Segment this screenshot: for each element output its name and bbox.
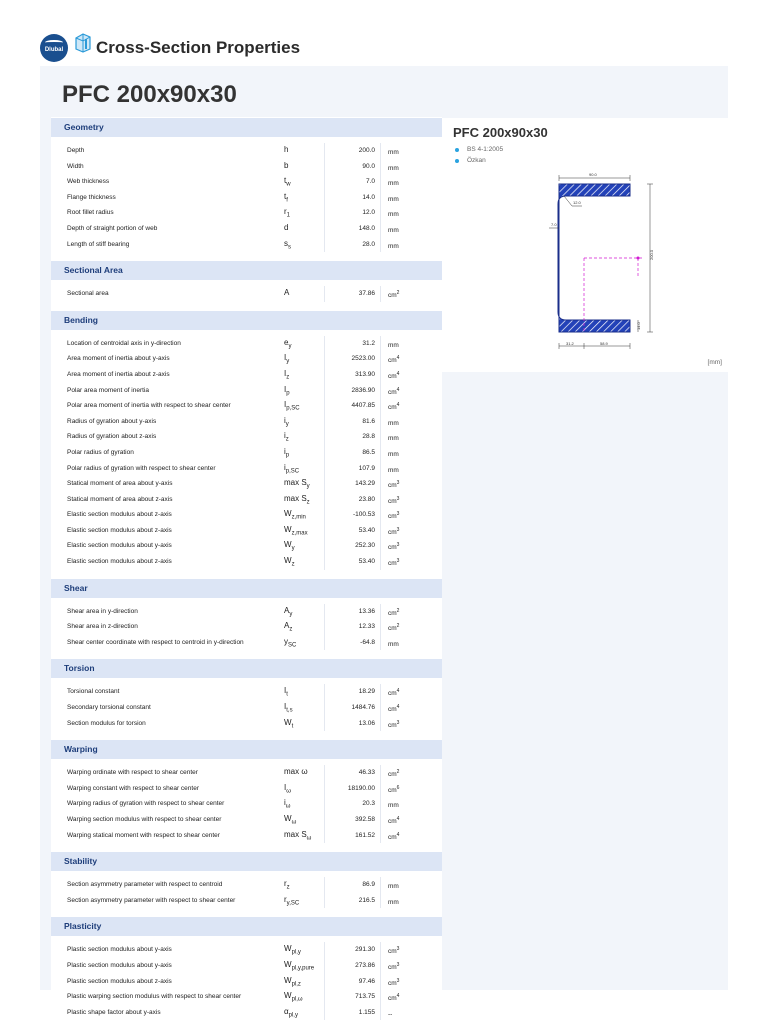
property-symbol: $I_z$ <box>284 368 290 381</box>
section-bending <box>51 310 442 578</box>
property-value: 28.0 <box>362 240 375 248</box>
property-description: Shear center coordinate with respect to centroid in y-direction <box>67 638 244 646</box>
table-row <box>51 781 442 797</box>
property-symbol: $I_t$ <box>284 686 288 699</box>
dlubal-logo: Dlubal <box>40 34 68 62</box>
property-value: 200.0 <box>358 147 375 154</box>
property-unit: $cm^2$ <box>388 769 400 779</box>
property-symbol: $r_1$ <box>284 207 291 219</box>
table-row <box>51 538 442 554</box>
property-description: Depth <box>67 147 85 154</box>
table-row <box>51 336 442 352</box>
property-unit: $cm^4$ <box>388 704 400 714</box>
property-description: Width <box>67 162 84 170</box>
property-value: 37.86 <box>358 290 375 298</box>
property-unit: $cm^4$ <box>388 402 400 412</box>
property-unit: mm <box>388 195 399 203</box>
table-row <box>51 765 442 781</box>
property-value: 12.0 <box>362 209 375 217</box>
property-value: 713.75 <box>355 993 375 1001</box>
property-description: Polar radius of gyration with respect to shear center <box>67 464 216 472</box>
property-value: 46.33 <box>358 769 375 777</box>
property-unit: $cm^3$ <box>388 977 400 987</box>
property-value: 18190.00 <box>347 784 375 792</box>
property-description: Warping section modulus with respect to shear center <box>67 816 222 823</box>
table-row <box>51 190 442 206</box>
property-symbol: $\max S_\omega$ <box>284 829 312 842</box>
property-value: 81.6 <box>362 417 375 425</box>
property-symbol: $i_{p,SC}$ <box>284 462 300 475</box>
table-row <box>51 351 442 367</box>
table-row <box>51 877 442 893</box>
property-symbol: $y_{SC}$ <box>284 636 297 649</box>
section-header: Geometry <box>51 118 442 137</box>
property-description: Statical moment of area about y-axis <box>67 480 173 488</box>
property-symbol: $W_z$ <box>284 556 295 568</box>
section-plasticity <box>51 916 442 1024</box>
table-row <box>51 367 442 383</box>
property-value: -64.8 <box>360 638 375 646</box>
property-value: 23.80 <box>358 495 375 503</box>
section-header: Bending <box>51 311 442 330</box>
property-unit: $cm^4$ <box>388 386 400 396</box>
property-description: Web thickness <box>67 178 110 186</box>
property-symbol: $i_y$ <box>284 415 289 428</box>
property-value: 273.86 <box>355 961 375 969</box>
property-symbol: $\max S_z$ <box>284 493 310 506</box>
property-symbol: $W_{pl,\omega}$ <box>284 991 303 1003</box>
property-value: 12.33 <box>358 623 375 631</box>
property-symbol: A <box>284 288 290 298</box>
property-unit: mm <box>388 883 399 891</box>
table-row <box>51 174 442 190</box>
property-unit: mm <box>388 802 399 810</box>
property-unit: mm <box>388 149 399 157</box>
property-description: Warping constant with respect to shear center <box>67 784 199 792</box>
property-unit: -- <box>388 1010 393 1018</box>
property-description: Polar area moment of inertia with respect to shear center <box>67 402 231 410</box>
section-header: Warping <box>51 740 442 759</box>
property-description: Elastic section modulus about z-axis <box>67 526 172 534</box>
table-row <box>51 205 442 221</box>
property-value: 143.29 <box>355 480 375 488</box>
table-row <box>51 476 442 492</box>
table-row <box>51 383 442 399</box>
property-description: Radius of gyration about y-axis <box>67 417 157 425</box>
table-row <box>51 974 442 990</box>
property-description: Warping ordinate with respect to shear center <box>67 769 198 777</box>
property-description: Depth of straight portion of web <box>67 224 158 232</box>
property-symbol: $e_y$ <box>284 337 292 350</box>
property-value: 313.90 <box>355 370 375 378</box>
property-description: Plastic shape factor about y-axis <box>67 1008 161 1016</box>
property-description: Polar area moment of inertia <box>67 386 150 394</box>
property-description: Plastic section modulus about y-axis <box>67 961 172 969</box>
property-unit: $cm^3$ <box>388 558 400 568</box>
property-value: 18.29 <box>358 688 375 696</box>
section-shear <box>51 578 442 659</box>
property-description: Location of centroidal axis in y-direction <box>67 339 181 347</box>
table-row <box>51 893 442 909</box>
table-row <box>51 989 442 1005</box>
section-header: Torsion <box>51 659 442 678</box>
property-value: 392.58 <box>355 816 375 823</box>
property-value: 31.2 <box>362 339 375 347</box>
property-unit: mm <box>388 898 399 906</box>
units-note: [mm] <box>707 359 722 366</box>
property-value: 53.40 <box>358 558 375 566</box>
dim-ey: 31.2 <box>566 341 574 346</box>
property-value: 1484.76 <box>351 704 375 712</box>
property-description: Torsional constant <box>67 688 120 696</box>
property-symbol: $W_y$ <box>284 540 295 553</box>
property-unit: $cm^3$ <box>388 526 400 537</box>
section-torsion <box>51 658 442 739</box>
property-unit: $cm^2$ <box>388 623 400 633</box>
property-value: -100.53 <box>352 511 375 519</box>
property-description: Elastic section modulus about y-axis <box>67 542 172 550</box>
section-header: Stability <box>51 852 442 871</box>
table-row <box>51 429 442 445</box>
property-value: 216.5 <box>358 896 375 904</box>
table-row <box>51 958 442 974</box>
property-unit: $cm^2$ <box>388 607 400 617</box>
property-description: Shear area in z-direction <box>67 623 138 631</box>
property-value: 14.0 <box>362 193 375 201</box>
dim-height: 200.0 <box>649 249 654 260</box>
properties-table <box>51 117 442 1024</box>
property-symbol: $i_\omega$ <box>284 798 291 810</box>
property-description: Warping statical moment with respect to shear center <box>67 831 220 839</box>
table-row <box>51 523 442 539</box>
property-symbol: $\alpha_{pl,y}$ <box>284 1006 298 1019</box>
property-symbol: $s_s$ <box>284 238 291 251</box>
property-unit: $cm^6$ <box>388 784 400 794</box>
table-row <box>51 812 442 828</box>
property-unit: $cm^3$ <box>388 719 400 729</box>
property-description: Shear area in y-direction <box>67 607 138 615</box>
property-unit: $cm^4$ <box>388 816 400 826</box>
property-description: Sectional area <box>67 290 109 298</box>
property-value: 13.06 <box>358 719 375 727</box>
property-unit: $cm^4$ <box>388 370 400 381</box>
property-symbol: $t_f$ <box>284 191 288 204</box>
dim-radius: 12.0 <box>573 200 581 205</box>
property-value: 161.52 <box>355 831 375 839</box>
property-unit: mm <box>388 466 399 474</box>
property-value: 252.30 <box>355 542 375 550</box>
property-value: 2836.90 <box>351 386 375 394</box>
property-symbol: $I_y$ <box>284 353 290 365</box>
dim-width: 90.0 <box>589 172 597 177</box>
table-row <box>51 796 442 812</box>
property-description: Flange thickness <box>67 193 116 201</box>
property-unit: $cm^2$ <box>388 290 400 300</box>
table-row <box>51 716 442 732</box>
section-stability <box>51 851 442 916</box>
property-unit: mm <box>388 435 399 443</box>
cross-section-app-icon <box>74 33 92 53</box>
property-unit: $cm^3$ <box>388 480 400 490</box>
section-sectional-area <box>51 260 442 310</box>
section-header: Shear <box>51 579 442 598</box>
property-symbol: $t_w$ <box>284 176 291 188</box>
table-row <box>51 492 442 508</box>
table-row <box>51 237 442 253</box>
property-symbol: $A_y$ <box>284 605 293 618</box>
property-description: Area moment of inertia about y-axis <box>67 355 170 363</box>
property-unit: $cm^3$ <box>388 542 400 552</box>
dim-flange: 14.0 <box>636 322 641 330</box>
section-geometry <box>51 117 442 260</box>
table-row <box>51 554 442 570</box>
property-symbol: $r_{y,SC}$ <box>284 894 300 907</box>
table-row <box>51 445 442 461</box>
app-title: Cross-Section Properties <box>96 38 301 57</box>
property-value: 86.9 <box>362 881 375 889</box>
property-description: Plastic warping section modulus with respect to shear center <box>67 993 242 1001</box>
section-preview-panel <box>442 118 728 372</box>
property-value: 13.36 <box>358 607 375 615</box>
property-symbol: $I_\omega$ <box>284 782 291 795</box>
property-unit: mm <box>388 641 399 648</box>
property-description: Section asymmetry parameter with respect to shear center <box>67 896 236 904</box>
property-symbol: $i_z$ <box>284 431 289 443</box>
property-value: 86.5 <box>362 448 375 456</box>
property-unit: $cm^3$ <box>388 511 400 521</box>
table-row <box>51 942 442 958</box>
property-value: 20.3 <box>362 800 375 808</box>
property-symbol: $W_{pl,y,pure}$ <box>284 959 315 972</box>
table-row <box>51 286 442 302</box>
property-symbol: d <box>284 222 289 232</box>
property-description: Secondary torsional constant <box>67 704 151 712</box>
property-symbol: h <box>284 145 289 154</box>
dim-web: 7.0 <box>551 222 557 227</box>
app-header <box>40 32 740 62</box>
property-unit: $cm^4$ <box>388 355 400 365</box>
dim-ysc: 58.9 <box>600 341 608 346</box>
table-row <box>51 414 442 430</box>
table-row <box>51 619 442 635</box>
property-description: Warping radius of gyration with respect to shear center <box>67 800 225 808</box>
property-description: Plastic section modulus about y-axis <box>67 946 172 954</box>
property-description: Polar radius of gyration <box>67 448 134 456</box>
property-symbol: $W_{z,max}$ <box>284 524 308 537</box>
table-row <box>51 507 442 523</box>
table-row <box>51 635 442 651</box>
property-description: Plastic section modulus about z-axis <box>67 977 172 985</box>
property-description: Elastic section modulus about z-axis <box>67 511 172 519</box>
property-description: Length of stiff bearing <box>67 240 130 248</box>
property-unit: mm <box>388 180 399 188</box>
property-unit: mm <box>388 227 399 235</box>
property-value: 4407.85 <box>351 402 375 410</box>
property-value: 1.155 <box>358 1008 375 1016</box>
property-value: 291.30 <box>355 946 375 954</box>
property-unit: mm <box>388 164 399 172</box>
table-row <box>51 1005 442 1021</box>
section-header: Sectional Area <box>51 261 442 280</box>
property-symbol: $W_{pl,z}$ <box>284 975 301 988</box>
table-row <box>51 221 442 237</box>
property-unit: mm <box>388 419 399 427</box>
panel-info-source: Özkan <box>454 157 503 168</box>
page-title: PFC 200x90x30 <box>62 81 237 108</box>
property-description: Root fillet radius <box>67 209 114 217</box>
panel-title: PFC 200x90x30 <box>453 125 548 140</box>
property-symbol: $\max S_y$ <box>284 478 310 490</box>
table-row <box>51 828 442 844</box>
property-unit: $cm^3$ <box>388 961 400 972</box>
table-row <box>51 684 442 700</box>
property-description: Radius of gyration about z-axis <box>67 433 157 441</box>
property-unit: mm <box>388 341 399 349</box>
property-symbol: $I_p$ <box>284 384 290 397</box>
property-symbol: $W_\omega$ <box>284 814 297 826</box>
property-value: 148.0 <box>358 224 375 232</box>
property-value: 97.46 <box>358 977 375 985</box>
property-symbol: $i_p$ <box>284 446 290 459</box>
table-row <box>51 159 442 175</box>
table-row <box>51 700 442 716</box>
property-value: 7.0 <box>365 178 375 186</box>
table-row <box>51 604 442 620</box>
table-row <box>51 143 442 159</box>
property-description: Area moment of inertia about z-axis <box>67 370 170 378</box>
property-symbol: $W_t$ <box>284 717 294 730</box>
property-symbol: b <box>284 160 289 170</box>
property-unit: $cm^4$ <box>388 993 400 1003</box>
property-symbol: $W_{pl,y}$ <box>284 944 301 956</box>
property-description: Section asymmetry parameter with respect to centroid <box>67 881 223 889</box>
property-unit: $cm^3$ <box>388 946 400 956</box>
main-content <box>40 66 728 1019</box>
property-description: Section modulus for torsion <box>67 719 146 727</box>
property-unit: mm <box>388 211 399 219</box>
property-symbol: max ω <box>284 767 308 777</box>
panel-info-standard: BS 4-1:2005 <box>454 146 503 157</box>
table-row <box>51 398 442 414</box>
property-unit: $cm^3$ <box>388 495 400 505</box>
property-unit: $cm^4$ <box>388 688 400 698</box>
section-warping <box>51 739 442 851</box>
section-header: Plasticity <box>51 917 442 936</box>
property-value: 107.9 <box>358 464 375 472</box>
property-symbol: $A_z$ <box>284 621 293 633</box>
centroid-marker <box>637 257 640 260</box>
property-unit: mm <box>388 451 399 459</box>
property-unit: $cm^4$ <box>388 831 400 841</box>
property-symbol: $I_{p,SC}$ <box>284 400 300 412</box>
property-value: 28.8 <box>362 433 375 441</box>
property-symbol: $r_z$ <box>284 879 290 891</box>
table-row <box>51 461 442 477</box>
property-unit: mm <box>388 242 399 250</box>
property-value: 2523.00 <box>351 355 375 363</box>
property-value: 53.40 <box>358 526 375 534</box>
property-description: Statical moment of area about z-axis <box>67 495 173 503</box>
property-symbol: $W_{z,min}$ <box>284 509 306 521</box>
property-value: 90.0 <box>362 162 375 170</box>
cross-section-drawing <box>442 118 728 372</box>
property-description: Elastic section modulus about z-axis <box>67 558 172 566</box>
property-symbol: $I_{t,s}$ <box>284 702 293 714</box>
